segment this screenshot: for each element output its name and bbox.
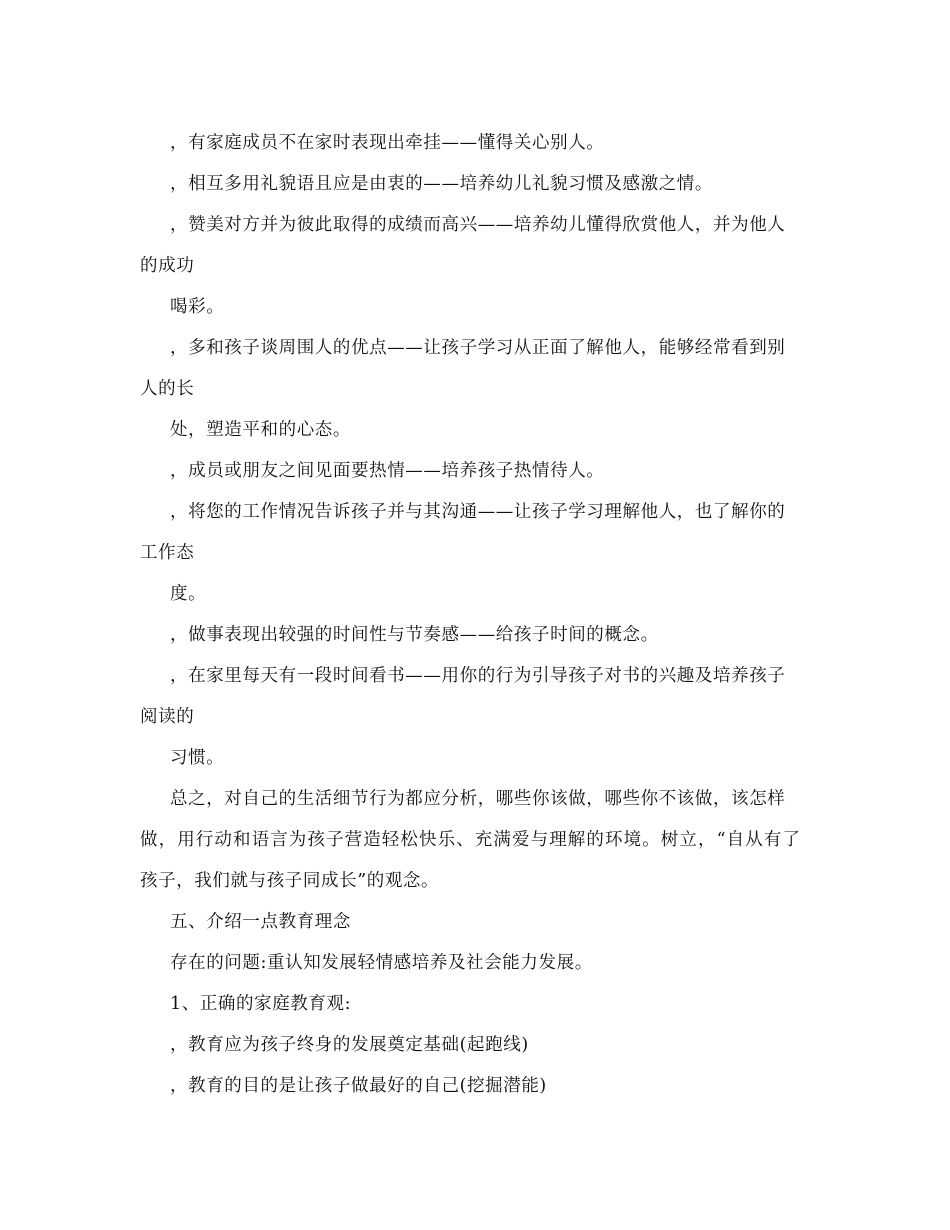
document-body (140, 123, 820, 1107)
text-line: 阅读的 (140, 707, 195, 727)
text-line: ，多和孩子谈周围人的优点——让孩子学习从正面了解他人，能够经常看到别 (170, 338, 786, 358)
text-line: 处，塑造平和的心态。 (170, 420, 351, 440)
text-line: 人的长 (140, 379, 195, 399)
text-line: ，赞美对方并为彼此取得的成绩而高兴——培养幼儿懂得欣赏他人，并为他人 (170, 215, 786, 235)
text-line: ，将您的工作情况告诉孩子并与其沟通——让孩子学习理解他人，也了解你的 (170, 502, 786, 522)
text-line: ，教育的目的是让孩子做最好的自己(挖掘潜能) (170, 1076, 547, 1096)
text-line: 做，用行动和语言为孩子营造轻松快乐、充满爱与理解的环境。树立，“自从有了 (140, 830, 802, 850)
text-line: 度。 (170, 584, 207, 604)
text-line: ，在家里每天有一段时间看书——用你的行为引导孩子对书的兴趣及培养孩子 (170, 666, 786, 686)
text-line: ，教育应为孩子终身的发展奠定基础(起跑线) (170, 1035, 529, 1055)
text-line: 孩子，我们就与孩子同成长”的观念。 (140, 871, 440, 891)
text-line: 总之，对自己的生活细节行为都应分析，哪些你该做，哪些你不该做，该怎样 (170, 789, 786, 809)
text-line: 工作态 (140, 543, 195, 563)
text-line: ，相互多用礼貌语且应是由衷的——培养幼儿礼貌习惯及感激之情。 (170, 174, 713, 194)
section-heading: 五、介绍一点教育理念 (170, 912, 351, 932)
text-line: ，有家庭成员不在家时表现出牵挂——懂得关心别人。 (170, 133, 605, 153)
text-line: 喝彩。 (170, 297, 225, 317)
subsection-heading: 1、正确的家庭教育观: (170, 994, 352, 1014)
text-line: 习惯。 (170, 748, 225, 768)
text-line: ，成员或朋友之间见面要热情——培养孩子热情待人。 (170, 461, 605, 481)
text-line: 的成功 (140, 256, 195, 276)
text-line: ，做事表现出较强的时间性与节奏感——给孩子时间的概念。 (170, 625, 659, 645)
text-line: 存在的问题:重认知发展轻情感培养及社会能力发展。 (170, 953, 593, 973)
